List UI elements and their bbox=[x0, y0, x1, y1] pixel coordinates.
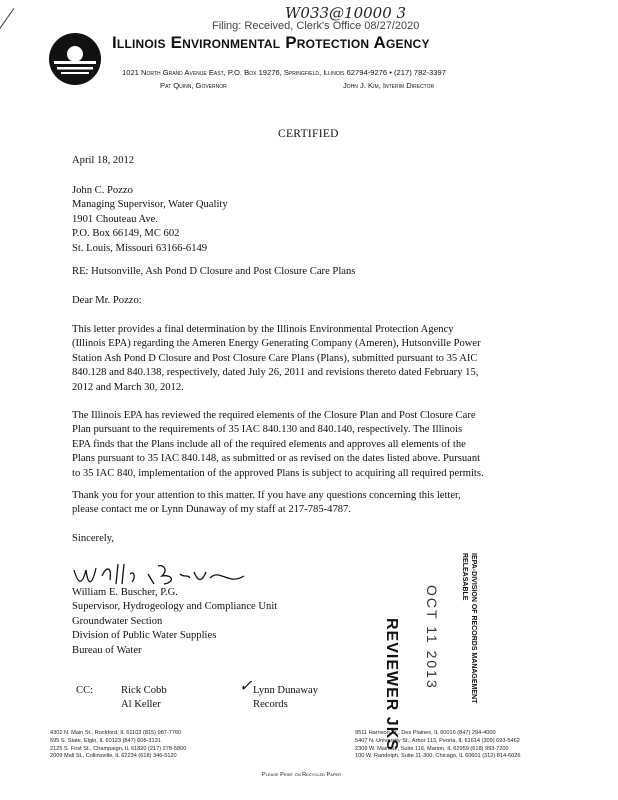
footer-line: 2125 S. First St., Champaign, IL 61820 (217) 278-5800 bbox=[50, 745, 187, 752]
subject-line: RE: Hutsonville, Ash Pond D Closure and Post Closure Care Plans bbox=[72, 266, 356, 277]
footer-line: 9511 Harrison St., Des Plaines, IL 60016 (847) 294-4000 bbox=[355, 730, 496, 736]
agency-address: 1021 North Grand Avenue East, P.O. Box 19276, Springfield, Illinois 62794-9276 • (217) 782-3397 bbox=[122, 68, 446, 77]
iepa-logo-icon bbox=[48, 32, 102, 86]
recipient-line: John C. Pozzo bbox=[72, 185, 133, 196]
recipient-line: Managing Supervisor, Water Quality bbox=[72, 199, 228, 211]
agency-name: Illinois Environmental Protection Agency bbox=[112, 33, 430, 52]
signer-line: Supervisor, Hydrogeology and Compliance Unit bbox=[72, 601, 278, 613]
signer-block bbox=[72, 586, 277, 658]
paragraph-line: 2012 and March 30, 2012. bbox=[72, 381, 184, 393]
handwritten-number: W033@10000 3 bbox=[285, 4, 407, 22]
certified-heading: CERTIFIED bbox=[278, 128, 339, 140]
paragraph-determination bbox=[72, 323, 550, 395]
paragraph-line: Station Ash Pond D Closure and Post Closure Care Plans (Plans), submitted pursuant to 35 AIC bbox=[72, 352, 478, 364]
cc-recipient: Lynn Dunaway bbox=[253, 685, 319, 696]
cc-recipient: Rick Cobb bbox=[121, 685, 167, 696]
footer-offices-left bbox=[50, 730, 186, 761]
paragraph-line: This letter provides a final determination by the Illinois Environmental Protection Agency bbox=[72, 324, 454, 335]
governor-name: Pat Quinn, Governor bbox=[160, 81, 227, 90]
footer-line: 2009 Mall St., Collinsville, IL 62234 (618) 346-5120 bbox=[50, 753, 177, 760]
signer-line: Division of Public Water Supplies bbox=[72, 630, 217, 642]
reviewer-stamp: REVIEWER JKS bbox=[383, 618, 400, 751]
records-stamp-line: IEPA-DIVISION OF RECORDS MANAGEMENT bbox=[470, 553, 477, 704]
cc-recipient: Records bbox=[253, 699, 288, 711]
salutation: Dear Mr. Pozzo: bbox=[72, 295, 142, 306]
footer-line: 4302 N. Main St., Rockford, IL 61103 (815) 987-7760 bbox=[50, 730, 182, 736]
recipient-address bbox=[72, 184, 228, 256]
received-date-stamp: OCT 11 2013 bbox=[424, 585, 440, 690]
records-stamp bbox=[460, 553, 478, 703]
recipient-line: P.O. Box 66149, MC 602 bbox=[72, 228, 180, 240]
paragraph-line: Thank you for your attention to this matter. If you have any questions concerning this letter, bbox=[72, 490, 461, 501]
paragraph-line: The Illinois EPA has reviewed the required elements of the Closure Plan and Post Closure Care bbox=[72, 410, 476, 421]
paragraph-contact bbox=[72, 489, 550, 518]
paragraph-line: Plans pursuant to 35 IAC 840.148, as submitted or as revised on the dates listed above. Pursuant bbox=[72, 453, 481, 465]
cc-list-left bbox=[121, 684, 167, 713]
paragraph-line: Plan pursuant to the requirements of 35 IAC 840.130 and 840.140, respectively. The Illinois bbox=[72, 424, 463, 436]
paragraph-line: to 35 IAC 840, implementation of the approved Plans is subject to acquiring all required permits. bbox=[72, 467, 484, 479]
director-name: John J. Kim, Interim Director bbox=[343, 81, 435, 90]
footer-line: 2309 W. Main St., Suite 116, Marion, IL 62959 (618) 993-7200 bbox=[355, 745, 509, 752]
cc-list-right bbox=[253, 684, 318, 713]
filing-stamp: Filing: Received, Clerk's Office 08/27/2020 bbox=[212, 20, 420, 32]
cc-label: CC: bbox=[76, 685, 94, 696]
check-mark-icon: ✓ bbox=[239, 678, 253, 695]
paragraph-line: 840.128 and 840.138, respectively, dated July 26, 2011 and revisions thereto dated February 15, bbox=[72, 367, 479, 379]
paragraph-line: (Illinois EPA) regarding the Ameren Energy Generating Company (Ameren), Hutsonville Power bbox=[72, 338, 481, 350]
signer-line: Groundwater Section bbox=[72, 615, 163, 627]
recipient-line: St. Louis, Missouri 63166-6149 bbox=[72, 242, 208, 254]
closing: Sincerely, bbox=[72, 533, 114, 544]
paragraph-review bbox=[72, 409, 550, 481]
footer-offices-right bbox=[355, 730, 520, 761]
footer-line: 595 S. State, Elgin, IL 60123 (847) 608-3131 bbox=[50, 737, 161, 744]
corner-pen-mark bbox=[0, 8, 26, 40]
signer-line: William E. Buscher, P.G. bbox=[72, 587, 178, 598]
cc-recipient: Al Keller bbox=[121, 699, 161, 711]
letter-date: April 18, 2012 bbox=[72, 155, 135, 166]
signer-line: Bureau of Water bbox=[72, 644, 142, 656]
paragraph-line: please contact me or Lynn Dunaway of my staff at 217-785-4787. bbox=[72, 504, 351, 516]
footer-line: 100 W. Randolph, Suite 11-300, Chicago, IL 60601 (312) 814-6026 bbox=[355, 753, 521, 760]
recycled-paper-note: Please Print on Recycled Paper bbox=[262, 772, 342, 778]
records-stamp-line: RELEASABLE bbox=[461, 553, 468, 601]
footer-line: 5407 N. University St., Arbor 113, Peoria, IL 61614 (309) 693-5462 bbox=[355, 737, 520, 744]
recipient-line: 1901 Chouteau Ave. bbox=[72, 213, 159, 225]
paragraph-line: EPA finds that the Plans include all of the required elements and approves all elements of the bbox=[72, 438, 466, 450]
